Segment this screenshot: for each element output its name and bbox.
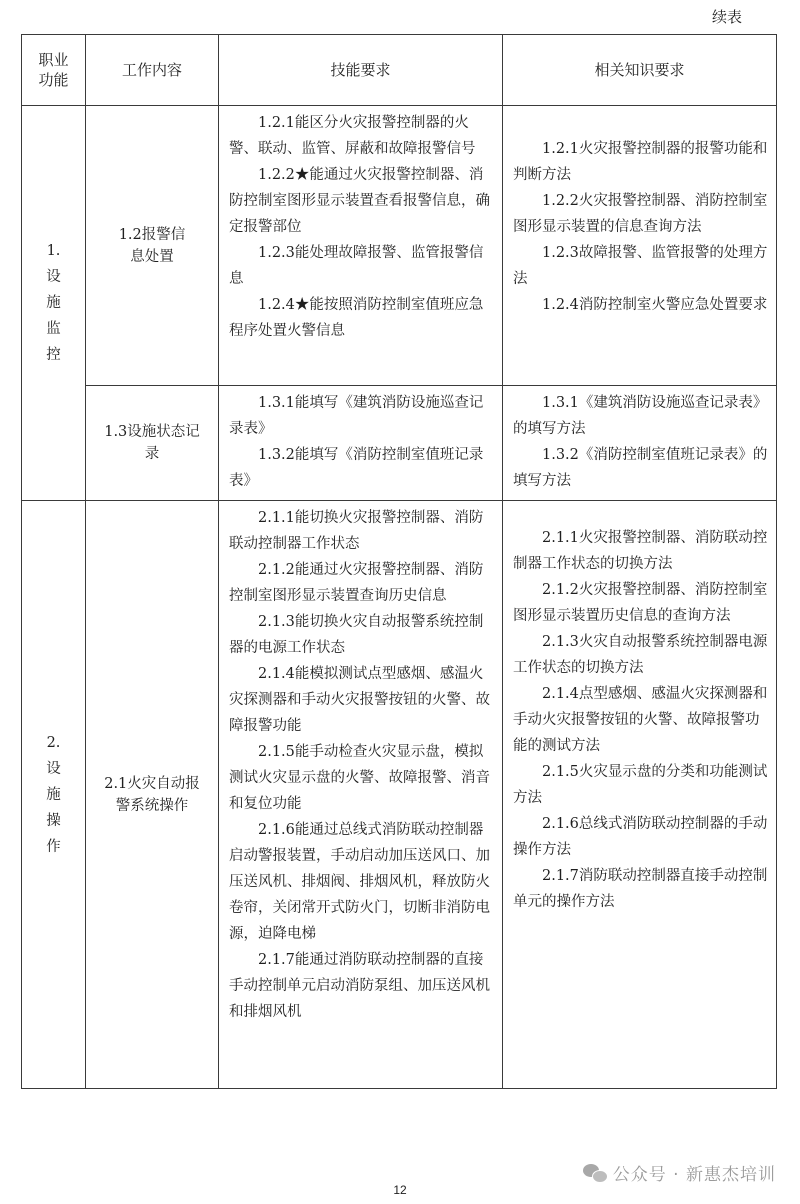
- skill-item: 1.2.1能区分火灾报警控制器的火警、联动、监管、屏蔽和故障报警信号: [229, 115, 476, 157]
- skill-item: 1.2.4★能按照消防控制室值班应急程序处置火警信息: [229, 297, 484, 339]
- knowledge-item: 2.1.6总线式消防联动控制器的手动操作方法: [513, 816, 768, 858]
- knowledge-item: 2.1.5火灾显示盘的分类和功能测试方法: [513, 764, 768, 806]
- knowledge-item: 2.1.1火灾报警控制器、消防联动控制器工作状态的切换方法: [513, 530, 768, 572]
- function-cell: [22, 106, 86, 501]
- knowledge-item: 1.2.1火灾报警控制器的报警功能和判断方法: [513, 141, 768, 183]
- knowledge-item: 1.2.4消防控制室火警应急处置要求: [542, 297, 768, 313]
- knowledge-item: 1.3.1《建筑消防设施巡查记录表》的填写方法: [513, 395, 768, 437]
- knowledge-item: 1.2.2火灾报警控制器、消防控制室图形显示装置的信息查询方法: [513, 193, 768, 235]
- function-label: 1.设施监控: [46, 243, 61, 363]
- knowledge-item: 2.1.2火灾报警控制器、消防控制室图形显示装置历史信息的查询方法: [513, 582, 768, 624]
- content-cell: [86, 501, 219, 1089]
- skill-cell: [219, 106, 503, 386]
- content-label: 1.3设施状态记录: [104, 424, 200, 462]
- wechat-icon: [583, 1162, 607, 1184]
- knowledge-item: 1.3.2《消防控制室值班记录表》的填写方法: [513, 447, 768, 489]
- skill-cell: [219, 386, 503, 501]
- continued-label: 续表: [711, 8, 742, 26]
- skill-item: 2.1.6能通过总线式消防联动控制器启动警报装置，手动启动加压送风口、加压送风机、排烟阀、排烟风机，释放防火卷帘，关闭常开式防火门，切断非消防电源，迫降电梯: [229, 822, 490, 942]
- page-number: 12: [393, 1183, 407, 1197]
- table-row: [22, 106, 777, 386]
- table-header-row: [22, 35, 777, 106]
- skill-item: 1.3.2能填写《消防控制室值班记录表》: [229, 447, 484, 489]
- skill-cell: [219, 501, 503, 1089]
- table-row: [22, 386, 777, 501]
- content-cell: [86, 386, 219, 501]
- knowledge-item: 2.1.3火灾自动报警系统控制器电源工作状态的切换方法: [513, 634, 768, 676]
- skill-item: 1.2.2★能通过火灾报警控制器、消防控制室图形显示装置查看报警信息，确定报警部位: [229, 167, 490, 235]
- header-content: 工作内容: [86, 35, 219, 106]
- skill-item: 1.2.3能处理故障报警、监管报警信息: [229, 245, 484, 287]
- skill-item: 2.1.4能模拟测试点型感烟、感温火灾探测器和手动火灾报警按钮的火警、故障报警功能: [229, 666, 490, 734]
- knowledge-item: 1.2.3故障报警、监管报警的处理方法: [513, 245, 768, 287]
- skill-item: 2.1.3能切换火灾自动报警系统控制器的电源工作状态: [229, 614, 484, 656]
- content-label: 2.1火灾自动报警系统操作: [104, 775, 200, 814]
- skill-item: 2.1.7能通过消防联动控制器的直接手动控制单元启动消防泵组、加压送风机和排烟风机: [229, 952, 490, 1020]
- knowledge-item: 2.1.7消防联动控制器直接手动控制单元的操作方法: [513, 868, 768, 910]
- skill-item: 2.1.1能切换火灾报警控制器、消防联动控制器工作状态: [229, 510, 484, 552]
- watermark-text: 公众号 · 新惠杰培训: [612, 1165, 776, 1185]
- header-knowledge: 相关知识要求: [503, 35, 777, 106]
- knowledge-item: 2.1.4点型感烟、感温火灾探测器和手动火灾报警按钮的火警、故障报警功能的测试方法: [513, 686, 768, 754]
- header-skill: 技能要求: [219, 35, 503, 106]
- content-label: 1.2报警信息处置: [118, 226, 186, 265]
- skill-item: 2.1.5能手动检查火灾显示盘，模拟测试火灾显示盘的火警、故障报警、消音和复位功能: [229, 744, 490, 812]
- function-label: 2.设施操作: [46, 734, 61, 855]
- knowledge-cell: [503, 501, 777, 1089]
- occupational-standard-table: [21, 34, 777, 1089]
- knowledge-cell: [503, 386, 777, 501]
- header-function: 职业功能: [22, 35, 86, 106]
- watermark: [583, 1160, 776, 1185]
- knowledge-cell: [503, 106, 777, 386]
- table-row: [22, 501, 777, 1089]
- skill-item: 1.3.1能填写《建筑消防设施巡查记录表》: [229, 395, 484, 437]
- function-cell: [22, 501, 86, 1089]
- content-cell: [86, 106, 219, 386]
- skill-item: 2.1.2能通过火灾报警控制器、消防控制室图形显示装置查询历史信息: [229, 562, 484, 604]
